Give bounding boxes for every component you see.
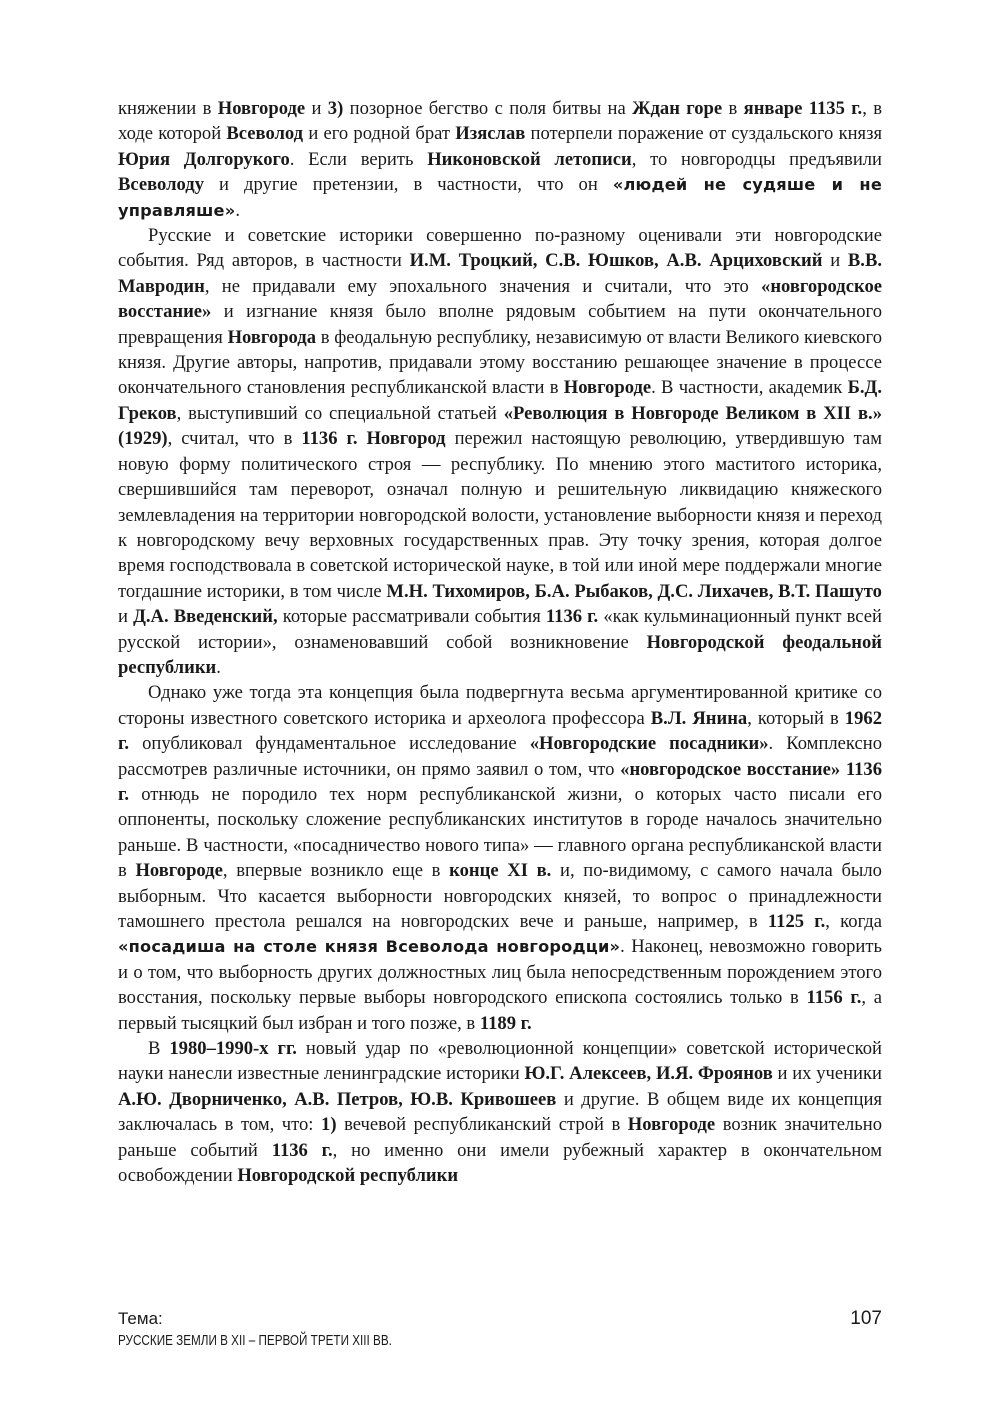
text-run: и их ученики	[772, 1063, 882, 1085]
bold-term: 3)	[327, 98, 344, 119]
bold-term: «новгородское восстание» 1136 г.	[118, 758, 882, 805]
bold-term: И.М. Троцкий, С.В. Юшков, А.В. Арциховский	[409, 250, 823, 272]
text-run: и другие претензии, в частности, что он	[204, 174, 613, 196]
text-run: которые рассматривали события	[277, 606, 546, 628]
paragraph	[118, 1036, 882, 1188]
text-run: и	[822, 250, 848, 272]
chronicle-quote: «людей не судяше и не управляше»	[118, 175, 882, 220]
bold-term: конце XI в.	[449, 860, 552, 882]
text-run: и другие. В общем виде их концепция заключалась в том, что:	[118, 1088, 882, 1136]
text-run: отнюдь не породило тех норм республиканской жизни, о которых часто писали его оппоненты, поскольку сложение республиканских институтов в городе началось значительно раньше. В частности, «посадничество нового типа» — главного органа республиканской власти в	[118, 783, 882, 882]
text-run: в феодальную республику, независимую от власти Великого киевского князя. Другие авторы, напротив, придавали этому восстанию решающее значение в процессе окончательного становления республиканской власти в	[118, 326, 882, 399]
text-run: . В частности, академик	[651, 377, 848, 399]
bold-term: Новгороде	[563, 377, 652, 399]
text-run: «как кульминационный пункт всей русской истории», ознаменовавший собой возникновение	[118, 606, 882, 653]
bold-term: Всеволоду	[118, 174, 204, 196]
text-run: Русские и советские историки совершенно по-разному оценивали эти новгородские события. Ряд авторов, в частности	[118, 225, 882, 272]
text-run: , то новгородцы предъявили	[631, 148, 882, 170]
bold-term: 1156 г.	[806, 987, 862, 1009]
text-run: , не придавали ему эпохального значения и считали, что это	[204, 275, 762, 297]
bold-term: Д.А. Введенский,	[133, 606, 278, 628]
text-run: и изгнание князя было вполне рядовым событием на пути окончательного превращения	[118, 301, 882, 348]
text-run: В	[148, 1038, 170, 1060]
text-run: опубликовал фундаментальное исследование	[129, 733, 530, 755]
bold-term: «Революция в Новгороде Великом в XII в.» (1929)	[118, 402, 882, 450]
bold-term: Новгорода	[227, 326, 316, 348]
text-run: . Наконец, невозможно говорить и о том, что выборность других должностных лиц была непосредственным порождением этого восстания, поскольку первые выборы новгородского епископа состоялись только в	[118, 936, 882, 1009]
bold-term: 1)	[321, 1114, 337, 1136]
text-run: . Комплексно рассмотрев различные источники, он прямо заявил о том, что	[118, 733, 882, 780]
body-text	[118, 96, 882, 1188]
bold-term: январе 1135 г.	[743, 98, 863, 119]
text-run: , но именно они имели рубежный характер в окончательном освобождении	[118, 1139, 882, 1187]
bold-term: В.Л. Янина	[650, 707, 748, 729]
bold-term: Новгороде	[627, 1114, 716, 1136]
paragraph	[118, 223, 882, 680]
bold-term: Ю.Г. Алексеев, И.Я. Фроянов	[524, 1063, 773, 1085]
bold-term: Никоновской летописи	[427, 148, 632, 170]
bold-term: 1189 г.	[479, 1012, 532, 1034]
text-run: пережил настоящую революцию, утвердившую там новую форму политического строя — республику. По мнению этого маститого историка, свершившийся там переворот, означал полную и решительную ликвидацию княжеского землевладения на территории новгородской волости, установление выборности князя и переход к новгородскому вечу верховных государственных прав. Эту точку зрения, которая долгое время господствовала в советской исторической науке, в той или иной мере поддержали многие тогдашние историки, в том числе	[118, 428, 882, 602]
bold-term: 1125 г.	[767, 911, 826, 932]
bold-term: Новгороде	[135, 860, 223, 882]
bold-term: Новгородской республики	[237, 1165, 459, 1187]
text-run: , в ходе которой	[118, 98, 883, 145]
bold-term: «новгородское восстание»	[118, 275, 882, 323]
bold-term: «Новгородские посадники»	[529, 733, 769, 755]
bold-term: Изяслав	[455, 123, 526, 145]
text-run: , который в	[747, 707, 845, 729]
text-run: . Если верить	[289, 148, 428, 170]
bold-term: Ждан горе	[632, 98, 723, 119]
text-run: потерпели поражение от суздальского князя	[525, 123, 882, 145]
bold-term: М.Н. Тихомиров, Б.А. Рыбаков, Д.С. Лихачев, В.Т. Пашуто	[386, 580, 882, 602]
bold-term: 1136 г. Новгород	[301, 428, 446, 450]
page-footer	[118, 1308, 882, 1352]
text-run: позорное бегство с поля битвы на	[343, 98, 633, 119]
text-run: возник значительно раньше событий	[118, 1114, 882, 1161]
bold-term: Новгородской феодальной республики	[118, 631, 882, 678]
text-run: в	[722, 98, 744, 119]
text-run: , впервые возникло еще в	[222, 860, 450, 882]
bold-term: В.В. Мавродин	[118, 250, 882, 297]
text-run: и	[305, 98, 328, 119]
bold-term: 1136 г.	[271, 1139, 333, 1161]
text-run: .	[235, 199, 241, 221]
text-run: , выступивший со специальной статьей	[176, 402, 504, 424]
bold-term: 1962 г.	[118, 707, 882, 755]
text-run: и его родной брат	[303, 123, 456, 145]
bold-term: Б.Д. Греков	[118, 377, 882, 424]
page-number: 107	[850, 1308, 882, 1329]
text-run: и	[118, 606, 134, 628]
text-run: , а первый тысяцкий был избран и того позже, в	[118, 987, 883, 1034]
text-run: княжении в	[118, 98, 218, 119]
bold-term: 1136 г.	[545, 606, 599, 628]
text-run: и, по-видимому, с самого начала было выборным. Что касается выборности новгородских князей, то вопрос о принадлежности тамошнего престола решался на новгородских вече и раньше, например, в	[118, 860, 882, 932]
paragraph	[118, 96, 882, 223]
bold-term: А.Ю. Дворниченко, А.В. Петров, Ю.В. Кривошеев	[118, 1088, 557, 1110]
bold-term: 1980–1990-х гг.	[169, 1038, 297, 1060]
text-run: Однако уже тогда эта концепция была подвергнута весьма аргументированной критике со стороны известного советского историка и археолога профессора	[118, 682, 882, 729]
bold-term: Всеволод	[226, 123, 304, 145]
text-run: .	[216, 656, 221, 678]
chronicle-quote: «посадиша на столе князя Всеволода новгородци»	[118, 937, 621, 957]
paragraph	[118, 680, 882, 1036]
text-run: , когда	[825, 911, 882, 932]
text-run: новый удар по «революционной концепции» советской исторической науки нанесли известные ленинградские историки	[118, 1038, 882, 1085]
text-run: , считал, что в	[167, 428, 302, 450]
bold-term: Юрия Долгорукого	[118, 148, 290, 170]
text-run: вечевой республиканский строй в	[336, 1114, 628, 1136]
footer-label: Тема:	[118, 1309, 163, 1328]
footer-topic: РУССКИЕ ЗЕМЛИ В XII – ПЕРВОЙ ТРЕТИ XIII ВВ.	[118, 1332, 392, 1349]
bold-term: Новгороде	[217, 98, 306, 119]
